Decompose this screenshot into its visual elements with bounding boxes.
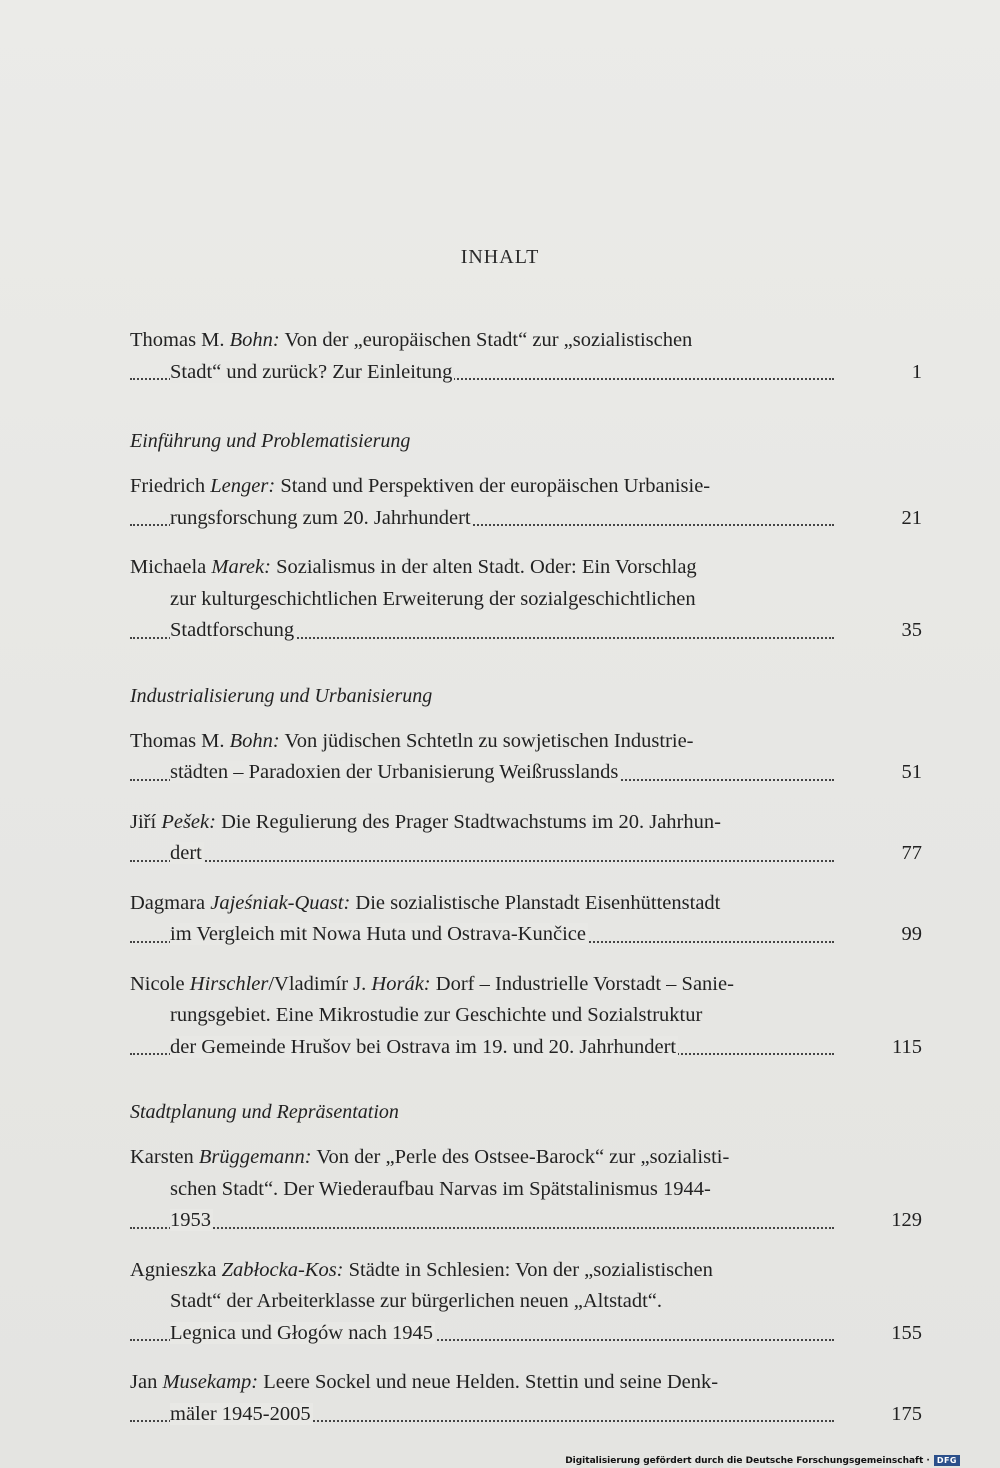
page-number: 155: [891, 1321, 922, 1344]
entry-continuation-line: Stadt“ der Arbeiterklasse zur bürgerlichen neuen „Altstadt“.: [170, 1290, 663, 1312]
author-name: Thomas M.: [130, 729, 230, 752]
entry-title-line: Von jüdischen Schtetln zu sowjetischen Industrie-: [284, 729, 694, 752]
author-name: Karsten: [130, 1146, 199, 1168]
entry-title-line: Stand und Perspektiven der europäischen Urbanisie-: [280, 475, 711, 497]
entry-first-line: [130, 1367, 834, 1399]
toc-entry[interactable]: [130, 1255, 922, 1350]
toc-entry[interactable]: [130, 969, 922, 1064]
footer-text: Digitalisierung gefördert durch die Deutsche Forschungsgemeinschaft ·: [565, 1455, 930, 1466]
coauthor-surname: Horák:: [371, 972, 431, 995]
entry-last-line: [130, 615, 834, 647]
entry-title-end: städten – Paradoxien der Urbanisierung Weißrusslands: [170, 761, 619, 783]
author-surname: Brüggemann:: [198, 1146, 312, 1168]
entry-title-line: Sozialismus in der alten Stadt. Oder: Ein Vorschlag: [276, 556, 697, 578]
dfg-logo: DFG: [934, 1455, 960, 1466]
author-surname: Musekamp:: [162, 1371, 259, 1393]
section-heading: Stadtplanung und Repräsentation: [130, 1101, 399, 1123]
page-number: 77: [901, 842, 922, 864]
entry-title-end: Stadtforschung: [170, 619, 295, 641]
entry-first-line: [130, 969, 834, 1001]
author-surname: Bohn:: [229, 729, 280, 752]
section-heading: Einführung und Problematisierung: [130, 430, 411, 452]
entry-first-line: [130, 807, 834, 839]
entry-last-line: [130, 838, 834, 870]
author-name: Jan: [130, 1371, 163, 1393]
entry-first-line: [130, 471, 834, 503]
author-name: Jiří: [130, 810, 162, 833]
toc-entry-intro[interactable]: [130, 325, 922, 388]
author-surname: Jajeśniak-Quast:: [210, 891, 351, 914]
author-surname: Hirschler: [189, 972, 269, 995]
page-number: 21: [901, 506, 922, 529]
entry-last-line: [130, 757, 834, 789]
page-number: 175: [891, 1402, 922, 1425]
entry-title-end: rungsforschung zum 20. Jahrhundert: [170, 506, 471, 529]
entry-title-line: Die Regulierung des Prager Stadtwachstums im 20. Jahrhun-: [221, 810, 721, 833]
page-number: 115: [892, 1035, 922, 1058]
entry-title-end: Stadt“ und zurück? Zur Einleitung: [170, 360, 453, 383]
author-surname: Bohn:: [229, 329, 280, 351]
entry-first-line: [130, 325, 834, 357]
entry-last-line: [130, 1399, 834, 1431]
entry-title-end: dert: [170, 842, 202, 864]
toc-entry[interactable]: [130, 888, 922, 951]
page-number: 1: [911, 360, 922, 383]
entry-continuation-line: schen Stadt“. Der Wiederaufbau Narvas im Spätstalinismus 1944-: [170, 1177, 711, 1200]
entry-last-line: [130, 357, 834, 389]
author-surname: Marek:: [211, 556, 271, 578]
entry-last-line: [130, 1318, 834, 1350]
author-surname: Zabłocka-Kos:: [221, 1258, 344, 1281]
author-name: Michaela: [130, 556, 212, 578]
author-name: Friedrich: [130, 475, 211, 497]
entry-last-line: [130, 1205, 834, 1237]
entry-first-line: [130, 1255, 834, 1287]
entry-title-line: Die sozialistische Planstadt Eisenhüttenstadt: [355, 891, 721, 914]
dot-leader: [130, 1227, 834, 1229]
entry-title-end: der Gemeinde Hrušov bei Ostrava im 19. und 20. Jahrhundert: [170, 1035, 677, 1058]
entry-first-line: [130, 726, 834, 758]
entry-title-end: Legnica und Głogów nach 1945: [170, 1321, 434, 1344]
page-number: 99: [901, 923, 922, 945]
author-surname: Pešek:: [161, 810, 216, 833]
entry-continuation-line: rungsgebiet. Eine Mikrostudie zur Geschichte und Sozialstruktur: [170, 1004, 703, 1026]
entry-first-line: [130, 552, 834, 584]
author-name: Nicole: [130, 972, 190, 995]
entry-first-line: [130, 888, 834, 920]
toc-entry[interactable]: [130, 552, 922, 647]
entry-last-line: [130, 1032, 834, 1064]
toc-entry[interactable]: [130, 1367, 922, 1430]
page-number: 129: [891, 1209, 922, 1231]
entry-first-line: [130, 1142, 834, 1174]
entry-title-line: Von der „europäischen Stadt“ zur „sozialistischen: [284, 329, 693, 351]
coauthor-name: /Vladimír J.: [268, 972, 372, 995]
entry-title-end: mäler 1945-2005: [170, 1402, 311, 1425]
digitization-footer: [565, 1455, 960, 1466]
entry-title-end: 1953: [170, 1209, 211, 1231]
entry-title-line: Dorf – Industrielle Vorstadt – Sanie-: [435, 972, 734, 995]
author-name: Thomas M.: [130, 329, 230, 351]
entry-title-line: Leere Sockel und neue Helden. Stettin und seine Denk-: [263, 1371, 719, 1393]
entry-last-line: [130, 503, 834, 535]
page-number: 51: [901, 761, 922, 783]
toc-entry[interactable]: [130, 1142, 922, 1237]
entry-title-end: im Vergleich mit Nowa Huta und Ostrava-Kunčice: [170, 923, 586, 945]
toc-entry[interactable]: [130, 471, 922, 534]
author-surname: Lenger:: [210, 475, 276, 497]
entry-title-line: Von der „Perle des Ostsee-Barock“ zur „sozialisti-: [316, 1146, 730, 1168]
author-name: Agnieszka: [130, 1258, 222, 1281]
section-heading: Industrialisierung und Urbanisierung: [130, 684, 433, 707]
author-name: Dagmara: [130, 891, 211, 914]
page-title: INHALT: [460, 246, 540, 268]
entry-continuation-line: zur kulturgeschichtlichen Erweiterung der sozialgeschichtlichen: [170, 587, 696, 610]
table-of-contents: [130, 325, 922, 1448]
toc-entry[interactable]: [130, 726, 922, 789]
entry-title-line: Städte in Schlesien: Von der „sozialistischen: [348, 1258, 713, 1281]
dot-leader: [130, 860, 834, 862]
page-number: 35: [901, 619, 922, 641]
entry-last-line: [130, 919, 834, 951]
toc-entry[interactable]: [130, 807, 922, 870]
